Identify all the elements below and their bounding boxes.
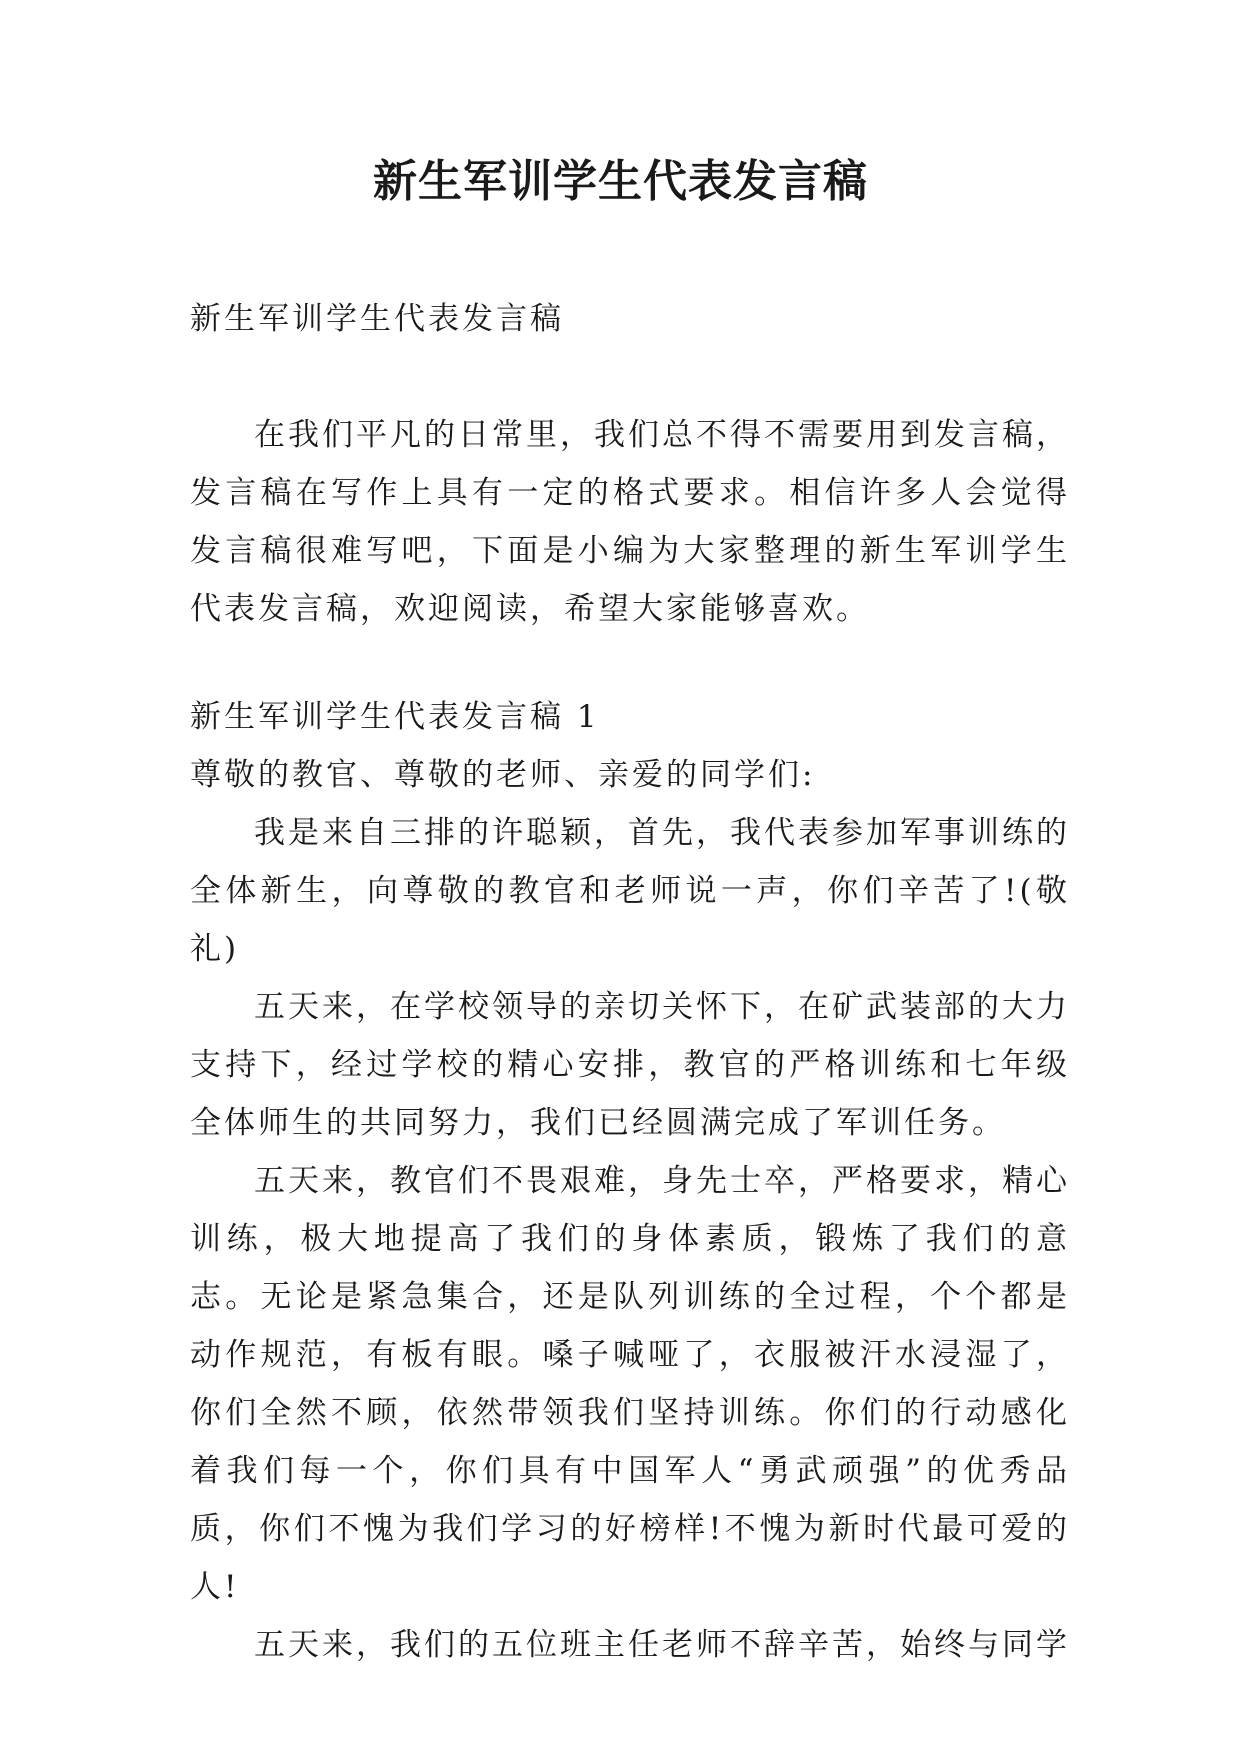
body-paragraph: 五天来，教官们不畏艰难，身先士卒，严格要求，精心训练，极大地提高了我们的身体素质，锻炼了我们的意志。无论是紧急集合，还是队列训练的全过程，个个都是动作规范，有板有眼。嗓子喊哑了，衣服被汗水浸湿了，你们全然不顾，依然带领我们坚持训练。你们的行动感化着我们每一个，你们具有中国军人“勇武顽强”的优秀品质，你们不愧为我们学习的好榜样!不愧为新时代最可爱的人!	[190, 1163, 1070, 1605]
body-paragraph: 我是来自三排的许聪颖，首先，我代表参加军事训练的全体新生，向尊敬的教官和老师说一声，你们辛苦了!(敬礼)	[190, 815, 1070, 967]
intro-paragraph: 在我们平凡的日常里，我们总不得不需要用到发言稿，发言稿在写作上具有一定的格式要求。相信许多人会觉得发言稿很难写吧，下面是小编为大家整理的新生军训学生代表发言稿，欢迎阅读，希望大家能够喜欢。	[190, 417, 1070, 627]
document-subtitle: 新生军训学生代表发言稿	[190, 301, 564, 337]
body-paragraph: 五天来，我们的五位班主任老师不辞辛苦，始终与同学	[254, 1627, 1070, 1663]
section-heading: 新生军训学生代表发言稿 1	[190, 699, 600, 735]
document-body	[190, 290, 1070, 1674]
document-title: 新生军训学生代表发言稿	[373, 156, 868, 207]
salutation: 尊敬的教官、尊敬的老师、亲爱的同学们:	[190, 757, 816, 793]
body-paragraph: 五天来，在学校领导的亲切关怀下，在矿武装部的大力支持下，经过学校的精心安排，教官的严格训练和七年级全体师生的共同努力，我们已经圆满完成了军训任务。	[190, 989, 1070, 1141]
